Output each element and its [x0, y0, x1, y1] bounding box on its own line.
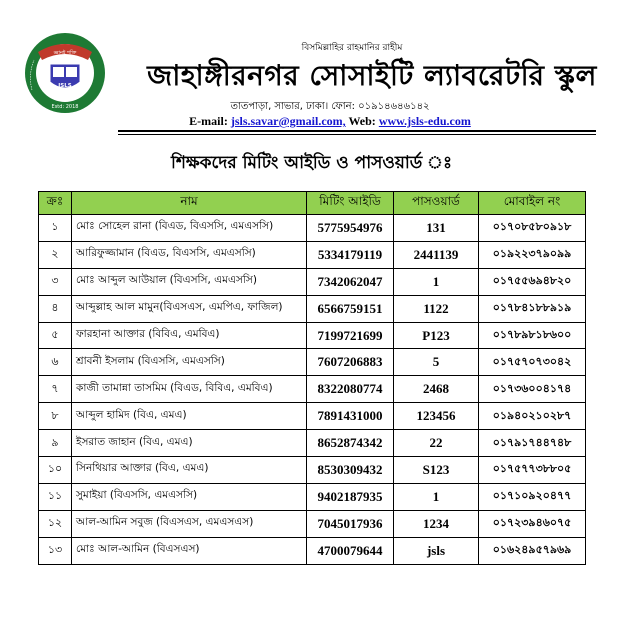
cell-meeting-id: 7199721699	[307, 322, 394, 349]
cell-serial: ৩	[39, 268, 72, 295]
cell-password: 22	[394, 430, 479, 457]
cell-mobile: ০১৭২৩৯৪৬০৭৫	[479, 510, 586, 537]
cell-mobile: ০১৯২২৩৭৯০৯৯	[479, 241, 586, 268]
email-link[interactable]: jsls.savar@gmail.com,	[230, 114, 346, 128]
cell-name: আরিফুজ্জামান (বিএড, বিএসসি, এমএসসি)	[72, 241, 307, 268]
cell-serial: ৬	[39, 349, 72, 376]
cell-meeting-id: 5334179119	[307, 241, 394, 268]
cell-name: সুমাইয়া (বিএসসি, এমএসসি)	[72, 483, 307, 510]
cell-name: সিনথিয়ার আক্তার (বিএ, এমএ)	[72, 457, 307, 484]
cell-serial: ৫	[39, 322, 72, 349]
page-title: শিক্ষকদের মিটিং আইডি ও পাসওয়ার্ড ঃ	[170, 153, 453, 173]
cell-name: শ্রাবনী ইসলাম (বিএসসি, এমএসসি)	[72, 349, 307, 376]
cell-meeting-id: 5775954976	[307, 215, 394, 242]
table-row	[39, 295, 586, 322]
cell-name: ইসরাত জাহান (বিএ, এমএ)	[72, 430, 307, 457]
cell-serial: ১২	[39, 510, 72, 537]
cell-meeting-id: 7891431000	[307, 403, 394, 430]
cell-mobile: ০১৬২৪৯৫৭৯৬৯	[479, 537, 586, 564]
cell-name: আব্দুল্লাহ আল মামুন(বিএসএস, এমপিএ, ফাজিল)	[72, 295, 307, 322]
cell-mobile: ০১৭৫৫৬৯৪৮২০	[479, 268, 586, 295]
header-divider	[118, 130, 596, 132]
table-row	[39, 215, 586, 242]
cell-meeting-id: 7045017936	[307, 510, 394, 537]
cell-meeting-id: 8530309432	[307, 457, 394, 484]
cell-password: P123	[394, 322, 479, 349]
cell-name: আল-আমিন সবুজ (বিএসএস, এমএসএস)	[72, 510, 307, 537]
cell-meeting-id: 8652874342	[307, 430, 394, 457]
cell-password: 1	[394, 268, 479, 295]
cell-meeting-id: 7342062047	[307, 268, 394, 295]
cell-password: 5	[394, 349, 479, 376]
table-row	[39, 349, 586, 376]
web-label: Web:	[348, 114, 376, 128]
cell-password: S123	[394, 457, 479, 484]
cell-meeting-id: 9402187935	[307, 483, 394, 510]
bismillah-text: বিসমিল্লাহির রাহমানির রাহীম	[301, 43, 403, 53]
cell-mobile: ০১৭৯১৭৪৪৭৪৮	[479, 430, 586, 457]
cell-name: কাজী তামান্না তাসমিম (বিএড, বিবিএ, এমবিএ)	[72, 376, 307, 403]
table-row	[39, 241, 586, 268]
cell-serial: ১৩	[39, 537, 72, 564]
column-header-name: নাম	[72, 192, 307, 215]
header-divider-thin	[118, 134, 596, 135]
web-link[interactable]: www.jsls-edu.com	[378, 114, 471, 128]
cell-serial: ২	[39, 241, 72, 268]
column-header-serial: ক্রঃ	[39, 192, 72, 215]
cell-mobile: ০১৭৮৯৮১৮৬০০	[479, 322, 586, 349]
logo-badge-letters: JSLS	[58, 83, 72, 89]
cell-name: আব্দুল হামিদ (বিএ, এমএ)	[72, 403, 307, 430]
table-row	[39, 403, 586, 430]
table-row	[39, 457, 586, 484]
table-row	[39, 483, 586, 510]
school-logo	[22, 30, 108, 116]
cell-password: 131	[394, 215, 479, 242]
cell-name: ফারহানা আক্তার (বিবিএ, এমবিএ)	[72, 322, 307, 349]
cell-serial: ৭	[39, 376, 72, 403]
cell-serial: ১০	[39, 457, 72, 484]
table-row	[39, 537, 586, 564]
cell-serial: ৪	[39, 295, 72, 322]
cell-serial: ১১	[39, 483, 72, 510]
cell-meeting-id: 8322080774	[307, 376, 394, 403]
table-row	[39, 268, 586, 295]
column-header-mobile: মোবাইল নং	[479, 192, 586, 215]
cell-name: মোঃ আব্দুল আউয়াল (বিএসসি, এমএসসি)	[72, 268, 307, 295]
cell-serial: ৯	[39, 430, 72, 457]
email-label: E-mail:	[189, 114, 228, 128]
column-header-meeting-id: মিটিং আইডি	[307, 192, 394, 215]
cell-mobile: ০১৯৪০২১০২৮৭	[479, 403, 586, 430]
table-header-row	[39, 192, 586, 215]
cell-password: 1	[394, 483, 479, 510]
cell-mobile: ০১৭৩৬০০৪১৭৪	[479, 376, 586, 403]
cell-name: মোঃ আল-আমিন (বিএসএস)	[72, 537, 307, 564]
cell-meeting-id: 7607206883	[307, 349, 394, 376]
teacher-meeting-table	[38, 191, 586, 565]
cell-mobile: ০১৭৮৪১৮৮৯১৯	[479, 295, 586, 322]
cell-password: 1122	[394, 295, 479, 322]
cell-mobile: ০১৭১০৯২০৪৭৭	[479, 483, 586, 510]
cell-serial: ১	[39, 215, 72, 242]
cell-meeting-id: 4700079644	[307, 537, 394, 564]
cell-password: 2441139	[394, 241, 479, 268]
cell-meeting-id: 6566759151	[307, 295, 394, 322]
cell-password: 123456	[394, 403, 479, 430]
table-row	[39, 322, 586, 349]
cell-password: 1234	[394, 510, 479, 537]
table-row	[39, 430, 586, 457]
cell-mobile: ০১৭৫৭০৭৩০৪২	[479, 349, 586, 376]
school-address: তাতপাড়া, সাভার, ঢাকা। ফোন: ০১৯১৪৬৪৬১৪২	[230, 101, 430, 112]
school-name: জাহাঙ্গীরনগর সোসাইটি ল্যাবরেটরি স্কুল	[147, 59, 597, 92]
cell-mobile: ০১৭৫৭৭৩৮৮০৫	[479, 457, 586, 484]
logo-banner-text: জ্ঞানই শক্তি	[53, 50, 77, 56]
table-row	[39, 510, 586, 537]
cell-password: 2468	[394, 376, 479, 403]
cell-name: মোঃ সোহেল রানা (বিএড, বিএসসি, এমএসসি)	[72, 215, 307, 242]
cell-password: jsls	[394, 537, 479, 564]
column-header-password: পাসওয়ার্ড	[394, 192, 479, 215]
cell-mobile: ০১৭০৮৫৮০৯১৮	[479, 215, 586, 242]
table-row	[39, 376, 586, 403]
cell-serial: ৮	[39, 403, 72, 430]
contact-line	[150, 114, 510, 129]
logo-estd: Estd: 2018	[51, 104, 79, 110]
